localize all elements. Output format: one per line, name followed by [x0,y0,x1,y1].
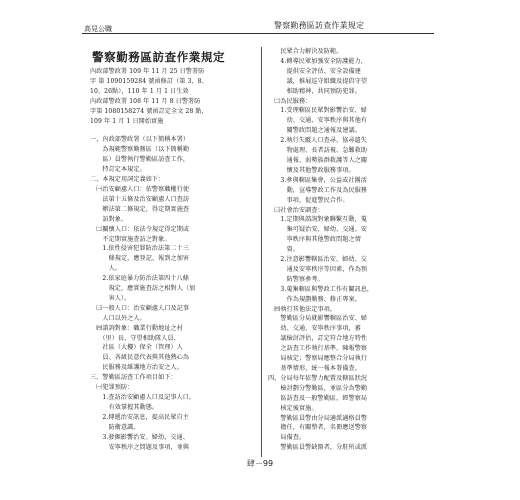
text-line: 警勤區分局就影響轄區治安、婦 [268,315,368,323]
text-line: 作為規劃勤務、修正專案。 [268,295,361,303]
text-line: 區訪查及一般警勤區，經警察局 [268,394,368,402]
text-line: 2.注意影響轄區治安、婦幼、交 [268,256,367,264]
text-line: 為規範警察勤務區（以下簡稱勤 [90,146,190,154]
text-line: 警勤區員警缺額者，分駐所或派 [268,444,368,452]
text-line: 人口以外之人。 [90,314,146,322]
text-line: 議檢討評估，訂定符合地方特性 [268,335,368,343]
text-line: ㈣執行其他法定事項。 [268,305,337,313]
text-line: ㈡關懷人口：依法令規定得定期或 [90,225,190,233]
text-line: 3.發掘影響治安、婦幼、交通、 [90,433,189,441]
text-line: 害人）。 [90,294,131,302]
text-line: 議，推展巡守組織及提倡守望 [268,77,368,85]
text-line: 警勤區員警由分局適派適格員警 [268,414,368,422]
running-header-left: 高見公職 [84,25,112,33]
text-line: （里）長、守望相助隊人員、 [90,334,180,342]
text-line: 字 第 1090159284 號函修訂（第 3、8、 [90,77,208,85]
text-line: 109 年 1 月 1 日開始實施 [90,117,164,125]
text-line: 不定期實施查訪之對象。 [90,235,171,243]
text-line: 2.傳遞治安訊息，提高民眾自主 [90,413,189,421]
text-line: 3.參與轄區集會，公益或社團活 [268,176,367,184]
text-line: 2.執行失蹤人口查尋、協尋遺失 [268,137,367,145]
text-line: 一、內政部警政署（以下簡稱本署） [90,136,190,144]
text-line: 條規定，應登記、報到之加害 [90,255,190,263]
text-line: 1.定期與諮詢對象聯繫互動，蒐 [268,216,367,224]
text-line: ㈢社會治安調查： [268,206,324,214]
text-line: 1.依性侵害犯罪防治法第二十三 [90,245,189,253]
text-line: 通及安寧秩序等因素，作為預 [268,265,368,273]
text-line: 局備查。 [268,434,306,442]
text-line: 關警政問題之通報及建議。 [268,127,361,135]
text-line: 1.受理轄區民眾對影響治安、婦 [268,107,367,115]
text-line: 防警察參考。 [268,275,324,283]
text-line: 物處理、長者訪視、急難救助 [268,147,368,155]
text-line: ㈠犯罪預防： [90,384,134,392]
running-header-right: 警察勤務區訪查作業規定 [274,21,365,30]
text-line: 2.依家庭暴力防治法第四十八條 [90,275,189,283]
text-line: 事項，促進警民合作。 [268,196,349,204]
text-line: 訪對象。 [90,215,128,223]
text-line: 1.查訪治安顧慮人口及記事人口， [90,394,196,401]
text-line: 懷及其他警政服務事項。 [268,166,355,174]
text-line: 特訂定本規定。 [90,166,146,174]
text-line: 幼、交通、安寧秩序與其他有 [268,117,368,125]
text-line: 安寧秩序之問題及事項，並與 [90,443,190,451]
text-line: 之訪查工作執行基準，陳報警察 [268,345,368,353]
text-line: 防衛意識。 [90,423,140,431]
text-line: 4.轉導民眾加強安全防護能力， [268,57,367,65]
text-line: 擔任，有關整者，名冊應送警察 [268,424,368,432]
text-line: 人。 [90,265,121,273]
text-line: 資。 [268,246,299,254]
text-line: 通報、弱勢族群救護等人之關 [268,156,368,164]
text-line: 法第十五條及治安顧慮人口查訪 [90,195,190,203]
text-line: ㈢一般人口：治安顧慮人口及記事 [90,304,190,312]
text-line: 二、本規定用詞定義如下： [90,176,165,184]
column-divider [261,47,262,457]
right-column [268,47,438,453]
text-line: 檢討劃分警勤區，並區分為警勤 [268,384,368,392]
text-line: 員、各級民意代表與其他熱心為 [90,354,190,362]
text-line: 區）員警執行警勤區訪查工作， [90,156,190,164]
text-line: 社區（大樓）保全（管理）人 [90,344,183,352]
text-line: 提供安全評估、安全設備建 [268,67,361,75]
text-line: 規定，應實施查訪之相對人（加 [90,285,196,293]
document-title: 警察勤務區訪查作業規定 [92,50,226,64]
page-number: 肆－99 [246,459,274,468]
text-line: ㈣諮詢對象：職業行動地址之村 [90,324,183,332]
text-line: 字第 1080158274 號函訂定全文 28 點， [90,107,208,115]
text-line: 核定後實施。 [268,404,318,412]
text-line: 三、警勤區訪查工作項目如下： [90,374,177,382]
text-line: 3.蒐集轄區與警政工作有關訊息， [268,285,374,293]
text-line: ㈡為民服務： [268,97,312,105]
text-line: 幼、交通、安寧秩序事項，審 [268,325,361,333]
text-line: 民服務及維護地方治安之人。 [90,364,183,372]
header-divider [82,33,434,34]
text-line: 內政部警政署 108 年 11 月 8 日警署防 [90,97,201,105]
text-line: ㈠治安顧慮人口：依警察職權行使 [90,185,190,193]
text-line: 辦法第二條規定，得定期實施查 [90,205,190,213]
text-line: 10、26點），110 年 1 月 1 日生效 [90,87,189,95]
text-line: 相助精神，共同預防犯罪。 [268,87,361,95]
text-line: 有效掌握其動態。 [90,403,159,411]
text-line: 內政部警政署 109 年 11 月 25 日警署防 [90,68,205,75]
text-line: 集可疑治安、婦幼、交通、安 [268,226,368,234]
text-line: 寧秩序與其他警政問題之情 [268,236,361,244]
text-line: 局核定；警察局應整合分局執行 [268,355,368,363]
text-line [90,126,255,135]
text-line: 動，宣導警政工作及為民服務 [268,186,368,194]
text-line: 基準情形，統一報本署備查。 [268,365,361,372]
left-column [90,67,255,452]
text-line: 四、分局每年依警力配置及轄區狀況 [268,374,368,382]
text-line: 民眾合力解決及防範。 [268,48,343,55]
